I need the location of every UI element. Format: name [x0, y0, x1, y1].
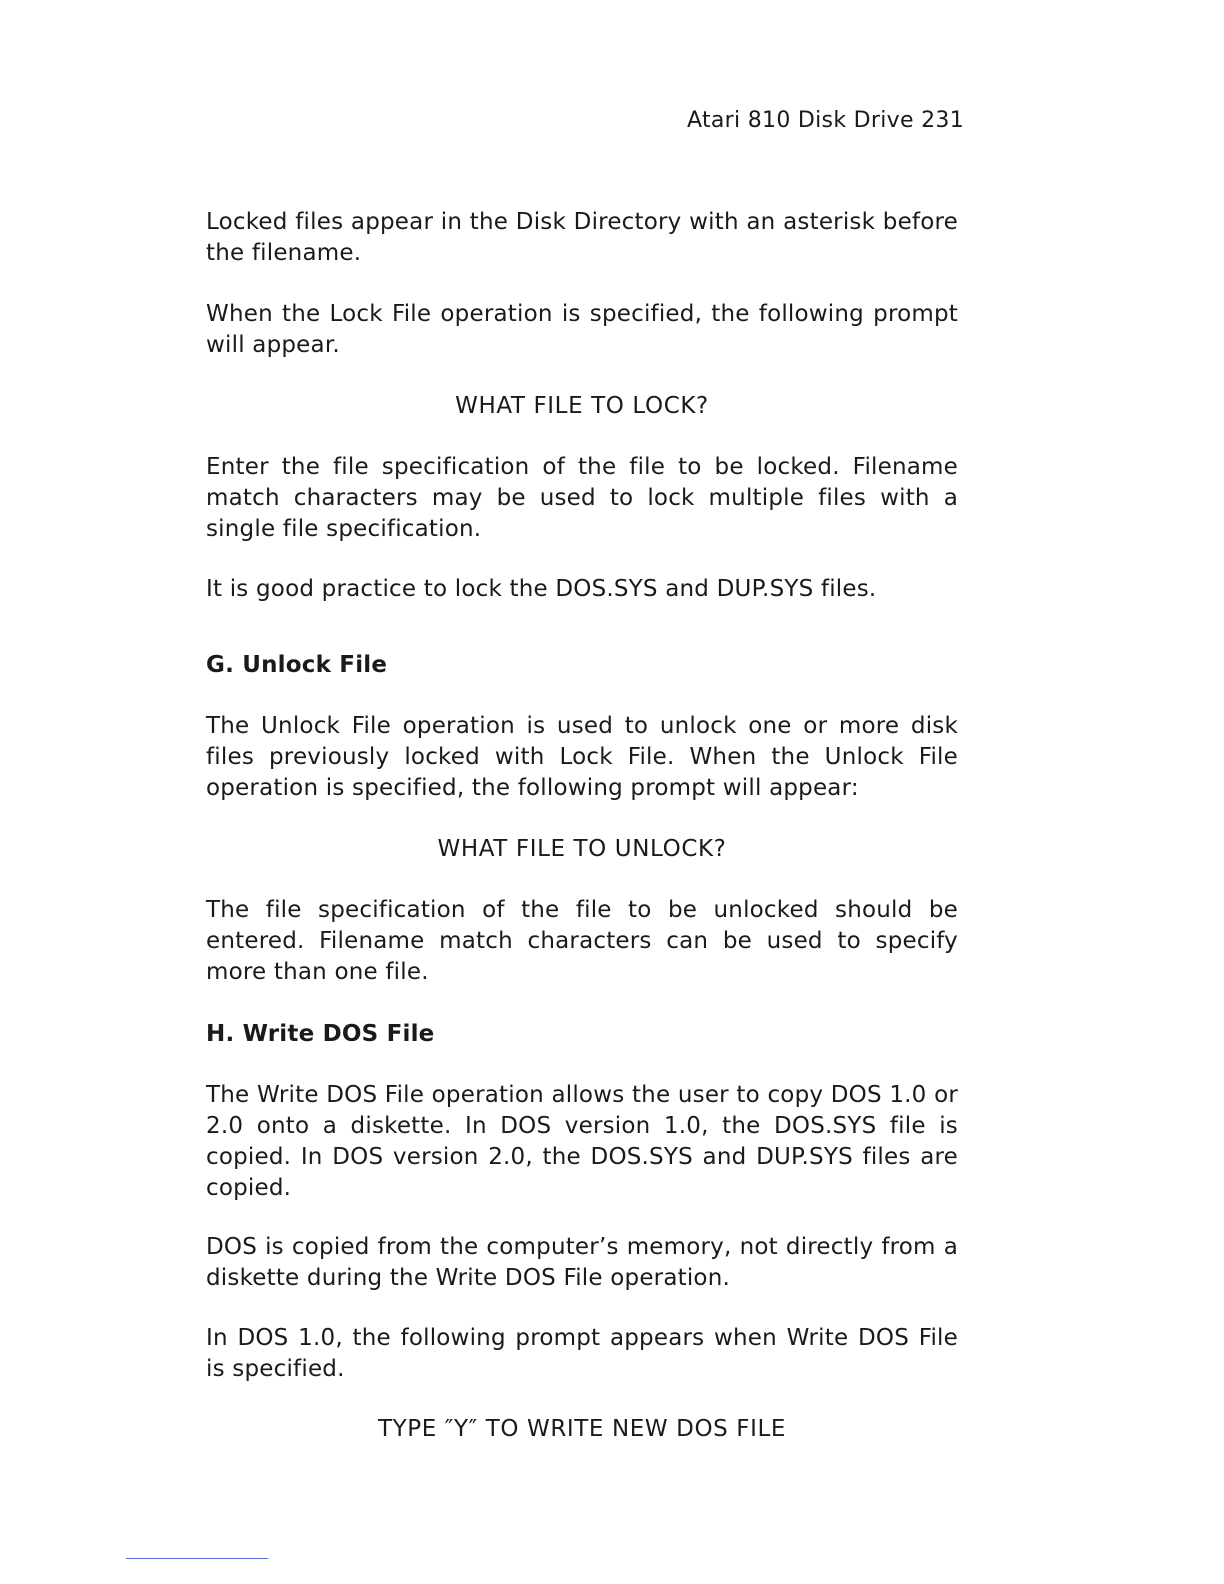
paragraph-lock-file-prompt-intro: When the Lock File operation is specified, the following prompt will appear.: [206, 301, 958, 358]
paragraph-locked-files: Locked files appear in the Disk Directory with an asterisk before the filename.: [206, 209, 958, 266]
prompt-type-y-to-write-dos: TYPE ″Y″ TO WRITE NEW DOS FILE: [377, 1416, 787, 1442]
section-heading-write-dos-file: H. Write DOS File: [206, 1021, 435, 1047]
paragraph-write-dos-description: The Write DOS File operation allows the user to copy DOS 1.0 or 2.0 onto a diskette. In DOS version 1.0, the DOS.SYS file is copied. In DOS version 2.0, the DOS.SYS and DUP.SYS files are copied.: [206, 1082, 958, 1201]
paragraph-unlock-file-spec: The file specification of the file to be unlocked should be entered. Filename match characters can be used to specify more than one file.: [206, 897, 958, 985]
running-head: Atari 810 Disk Drive 231: [687, 108, 964, 133]
prompt-what-file-to-lock: WHAT FILE TO LOCK?: [455, 393, 709, 419]
paragraph-unlock-file-description: The Unlock File operation is used to unlock one or more disk files previously locked with Lock File. When the Unlock File operation is specified, the following prompt will appear:: [206, 713, 958, 801]
prompt-what-file-to-unlock: WHAT FILE TO UNLOCK?: [437, 836, 727, 862]
section-heading-unlock-file: G. Unlock File: [206, 652, 388, 678]
document-page: [206, 0, 964, 1584]
footnote-rule: [126, 1558, 268, 1559]
paragraph-good-practice: It is good practice to lock the DOS.SYS and DUP.SYS files.: [206, 576, 877, 602]
paragraph-dos-copied-from-memory: DOS is copied from the computer’s memory, not directly from a diskette during the Write DOS File operation.: [206, 1234, 958, 1291]
paragraph-dos-1-prompt-intro: In DOS 1.0, the following prompt appears when Write DOS File is specified.: [206, 1325, 958, 1382]
paragraph-enter-file-spec: Enter the file specification of the file to be locked. Filename match characters may be used to lock multiple files with a single file specification.: [206, 454, 958, 542]
